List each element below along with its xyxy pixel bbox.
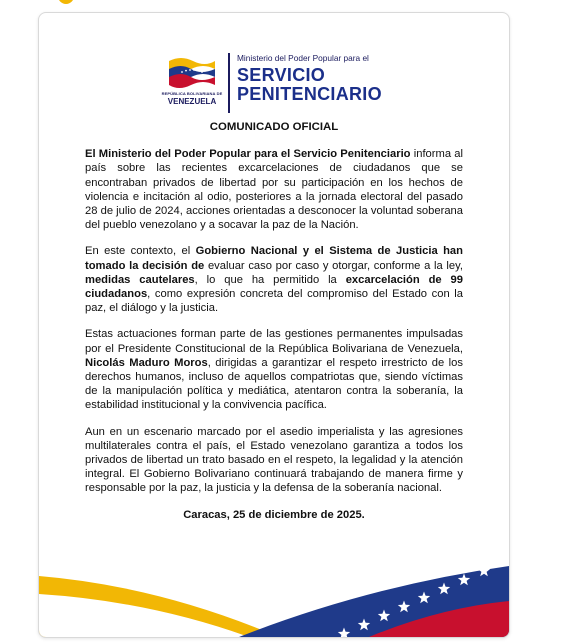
p1-bold-lead: El Ministerio del Poder Popular para el Servicio Penitenciario <box>85 148 411 161</box>
brand-title-line-1: SERVICIO <box>237 65 326 85</box>
letterhead <box>39 51 509 121</box>
p3-bold-1: Nicolás Maduro Moros <box>85 356 208 369</box>
p1-text: informa al país sobre las recientes excarcelaciones de ciudadanos que se encontraban privados de libertad por su participación en los hechos de violencia e incitación al odio, posteriores a la jornada electoral del pasado 28 de julio de 2024, acciones orientadas a desconocer la voluntad soberana del pueblo venezolano y a socavar la paz de la Nación. <box>85 148 463 232</box>
venezuela-label: VENEZUELA <box>167 97 217 106</box>
document-page <box>38 12 510 638</box>
republica-label: REPÚBLICA BOLIVARIANA DE <box>161 91 223 96</box>
p2-text-3: , lo que ha permitido la <box>194 273 346 286</box>
header-divider <box>228 53 230 113</box>
footer-flag-wave <box>39 546 509 637</box>
p2-text-1: En este contexto, el <box>85 245 196 258</box>
document-body <box>85 120 463 522</box>
document-title: COMUNICADO OFICIAL <box>209 121 339 133</box>
p3-text-2: , dirigidas a garantizar el respeto irrestricto de los derechos humanos, incluso de aquellos compatriotas que, siendo víctimas de la manipulación política y mediática, atentaron contra la soberanía, la estabilidad institucional y la convivencia pacífica. <box>85 356 463 412</box>
p2-text-4: , como expresión concreta del compromiso del Estado con la paz, el diálogo y la justicia. <box>85 288 463 315</box>
paragraph-4: Aun en un escenario marcado por el asedio imperialista y las agresiones multilaterales contra el país, el Estado venezolano garantiza a todos los privados de libertad un trato basado en el respeto, la legalidad y la atención integral. El Gobierno Bolivariano continuará trabajando de manera firme y responsable por la paz, la justicia y la defensa de la soberanía nacional. <box>85 425 463 495</box>
brand-title-line-2: PENITENCIARIO <box>237 84 382 104</box>
p2-bold-1: Gobierno Nacional y el Sistema de Justicia han tomado la decisión de <box>85 245 463 272</box>
p2-text-2: evaluar caso por caso y otorgar, conforme a la ley, <box>204 259 463 272</box>
paragraph-3 <box>85 327 463 412</box>
p2-bold-2: medidas cautelares <box>85 273 195 286</box>
corner-decoration <box>58 0 74 4</box>
paragraph-2 <box>85 244 463 315</box>
ministry-line: Ministerio del Poder Popular para el <box>237 53 369 63</box>
p3-text-1: Estas actuaciones forman parte de las gestiones permanentes impulsadas por el Presidente Constitucional de la República Bolivariana de Venezuela, <box>85 328 463 355</box>
document-date: Caracas, 25 de diciembre de 2025. <box>183 508 365 521</box>
p2-bold-3: excarcelación de 99 ciudadanos <box>85 273 463 301</box>
paragraph-1 <box>85 147 463 232</box>
